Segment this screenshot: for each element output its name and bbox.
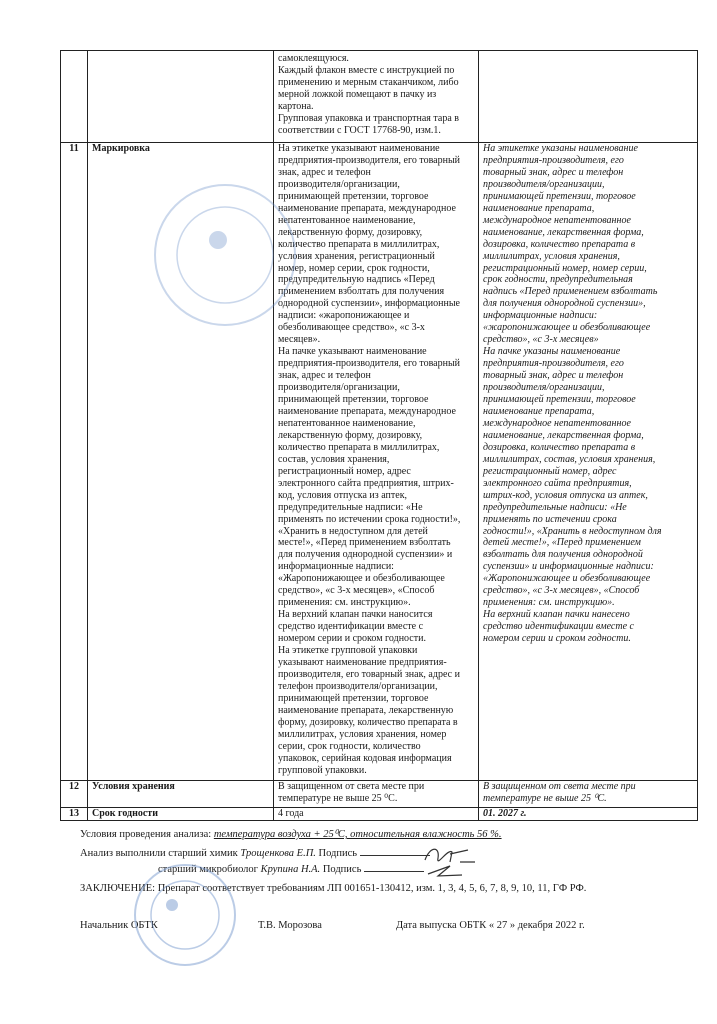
name-cell: Маркировка [88, 143, 274, 781]
text-line: 01. 2027 г. [483, 808, 527, 819]
text-line: применением взболтать для получения [278, 286, 445, 298]
performed-by [80, 848, 430, 859]
name-cell [88, 51, 274, 143]
text-line: средство», «с 3-х месяцев», «Способ [483, 585, 640, 597]
text-line: средство», «с 3-х месяцев» [483, 334, 599, 346]
table-row [61, 143, 698, 781]
text-line: годности!», «Хранить в недоступном для [483, 525, 662, 537]
table-row [61, 808, 698, 821]
text-line: применения: см. инструкцию». [278, 597, 411, 609]
text-line: регистрационный номер, адрес [278, 465, 411, 477]
text-line: наименование препарата, международное [278, 202, 456, 214]
text-line: На этикетке указаны наименование [483, 143, 638, 154]
num-cell: 12 [61, 781, 88, 808]
table-row [61, 51, 698, 143]
text-line: наименование, лекарственная форма, [483, 226, 644, 238]
text-line: Каждый флакон вместе с инструкцией по [278, 64, 455, 76]
text-line: средство», «с 3-х месяцев», «Способ [278, 585, 435, 597]
conditions-label: Условия проведения анализа: [80, 829, 212, 840]
text-line: количество препарата в миллилитрах, [278, 441, 440, 453]
text-line: надпись «Перед применением взболтать [483, 286, 658, 298]
text-line: предприятия-производителя, его товарный [278, 154, 461, 166]
text-line: предупредительную надпись «Перед [278, 274, 435, 286]
text-line: наименование препарата, международное [278, 405, 456, 417]
text-line: принимающей претензии, торговое [278, 190, 429, 202]
text-line: соответствии с ГОСТ 17768-90, изм.1. [278, 124, 441, 136]
text-line: электронного сайта предприятия, штрих- [278, 477, 454, 489]
signature-label: Подпись [318, 848, 358, 859]
text-line: производителя/организации, [278, 382, 400, 394]
text-line: В защищенном от света месте при [483, 781, 636, 792]
text-line: применения: см. инструкцию». [483, 597, 615, 609]
text-line: информационные надписи: [483, 310, 598, 322]
microbiologist-name: Крупина Н.А. [260, 864, 321, 875]
text-line: лекарственную форму, дозировку, [278, 226, 423, 238]
text-line: взболтать для получения однородной [483, 549, 643, 561]
text-line: На этикетке групповой упаковки [278, 645, 418, 657]
num-cell [61, 51, 88, 143]
text-line: регистрационный номер, адрес [483, 465, 617, 477]
microbiologist-role: старший микробиолог [158, 864, 258, 875]
head-label: Начальник ОБТК [80, 920, 158, 931]
obtk-stamp-icon [130, 860, 240, 970]
text-line: номером серии и сроком годности. [483, 633, 631, 645]
text-line: предприятия-производителя, его [483, 154, 624, 166]
text-line: регистрационный номер, номер серии, [483, 262, 647, 274]
text-line: принимающей претензии, торговое [278, 692, 429, 704]
text-line: код, условия отпуска из аптек, [278, 489, 408, 501]
num-cell: 11 [61, 143, 88, 781]
text-line: суспензии» и информационные надписи: [483, 561, 654, 573]
text-line: дозировка, количество препарата в [483, 441, 636, 453]
text-line: предприятия-производителя, его [483, 358, 624, 370]
text-line: для получения однородной суспензии», [483, 298, 646, 310]
text-line: знак, адрес и телефон [278, 166, 371, 178]
analysis-conditions [80, 828, 502, 840]
text-line: однородной суспензии», информационные [278, 298, 460, 310]
text-line: На пачке указывают наименование [278, 346, 427, 358]
conditions-value: температура воздуха + 25⁰С, относительная влажность 56 %. [213, 829, 502, 840]
text-line: месяцев». [278, 334, 321, 346]
text-line: серии, срок годности, количество [278, 740, 421, 752]
chemist-name: Трощенкова Е.П. [240, 848, 316, 859]
text-line: миллилитрах, условия хранения, [483, 250, 620, 262]
spec-cell [274, 808, 479, 821]
name-cell: Условия хранения [88, 781, 274, 808]
text-line: производителя/организации, [483, 178, 605, 190]
text-line: состав, условия хранения, [278, 453, 390, 465]
text-line: На верхний клапан пачки наносится [278, 609, 433, 621]
text-line: надписи: «жаропонижающее и [278, 310, 410, 322]
text-line: средство идентификации вместе с [278, 621, 424, 633]
text-line: международное непатентованное [483, 417, 631, 429]
spec-cell [274, 781, 479, 808]
text-line: миллилитрах, состав, условия хранения, [483, 453, 656, 465]
text-line: условия хранения, регистрационный [278, 250, 435, 262]
text-line: номером серии и сроком годности. [278, 633, 426, 645]
text-line: миллилитрах, условия хранения, номер [278, 728, 447, 740]
text-line: «Жаропонижающее и обезболивающее [483, 573, 651, 585]
text-line: предприятия-производителя, его товарный [278, 358, 461, 370]
text-line: форму, дозировку, количество препарата в [278, 716, 458, 728]
text-line: картона. [278, 100, 314, 112]
text-line: применению и мерным стаканчиком, либо [278, 76, 459, 88]
text-line: непатентованное наименование, [278, 417, 416, 429]
result-cell [479, 143, 698, 781]
signature-microbiologist [420, 860, 480, 884]
text-line: международное непатентованное [483, 214, 631, 226]
text-line: На пачке указаны наименование [483, 346, 621, 358]
microbiologist-line [158, 864, 424, 875]
text-line: номер, номер серии, срок годности, [278, 262, 430, 274]
text-line: штрих-код, условия отпуска из аптек, [483, 489, 648, 501]
text-line: Групповая упаковка и транспортная тара в [278, 112, 460, 124]
text-line: производителя, его товарный знак, адрес и [278, 668, 460, 680]
specification-table [60, 50, 698, 821]
text-line: упаковок, серийная кодовая информация [278, 752, 452, 764]
result-cell [479, 781, 698, 808]
conclusion: ЗАКЛЮЧЕНИЕ: Препарат соответствует требованиям ЛП 001651-130412, изм. 1, 3, 4, 5, 6, 7, 8, 9, 10, 11, ГФ РФ. [80, 883, 587, 894]
text-line: групповой упаковки. [278, 764, 367, 776]
text-line: электронного сайта предприятия, [483, 477, 632, 489]
text-line: производителя/организации, [278, 178, 400, 190]
text-line: детей месте!», «Перед применением [483, 537, 641, 549]
spec-cell [274, 143, 479, 781]
text-line: указывают наименование предприятия- [278, 656, 447, 668]
text-line: телефон производителя/организации, [278, 680, 438, 692]
text-line: предупредительные надписи: «Не [278, 501, 423, 513]
performed-label: Анализ выполнили старший химик [80, 848, 238, 859]
text-line: товарный знак, адрес и телефон [483, 166, 624, 178]
text-line: средство идентификации вместе с [483, 621, 634, 633]
text-line: производителя/организации, [483, 382, 605, 394]
release-date: Дата выпуска ОБТК « 27 » декабря 2022 г. [396, 920, 585, 931]
text-line: товарный знак, адрес и телефон [483, 370, 624, 382]
text-line: наименование, лекарственная форма, [483, 429, 644, 441]
name-cell: Срок годности [88, 808, 274, 821]
text-line: знак, адрес и телефон [278, 370, 371, 382]
text-line: срок годности, предупредительная [483, 274, 633, 286]
text-line: принимающей претензии, торговое [483, 190, 636, 202]
text-line: обезболивающее средство», «с 3-х [278, 322, 425, 334]
text-line: «жаропонижающее и обезболивающее [483, 322, 651, 334]
text-line: 4 года [278, 808, 304, 819]
spec-cell [274, 51, 479, 143]
text-line: принимающей претензии, торговое [278, 394, 429, 406]
text-line: наименование препарата, лекарственную [278, 704, 454, 716]
signature-label-2: Подпись [322, 864, 362, 875]
text-line: наименование препарата, [483, 405, 595, 417]
text-line: мерной ложкой помещают в пачку из [278, 88, 437, 100]
text-line: температуре не выше 25 ⁰С. [483, 792, 607, 804]
text-line: применять по истечении срока годности!», [278, 513, 461, 525]
table-row [61, 781, 698, 808]
text-line: месте!», «Перед применением взболтать [278, 537, 451, 549]
text-line: наименование препарата, [483, 202, 595, 214]
result-cell [479, 51, 698, 143]
text-line: дозировка, количество препарата в [483, 238, 636, 250]
text-line: непатентованное наименование, [278, 214, 416, 226]
result-cell [479, 808, 698, 821]
text-line: количество препарата в миллилитрах, [278, 238, 440, 250]
text-line: лекарственную форму, дозировку, [278, 429, 423, 441]
head-name: Т.В. Морозова [258, 920, 322, 931]
text-line: самоклеящуюся. [278, 53, 349, 64]
text-line: для получения однородной суспензии» и [278, 549, 453, 561]
text-line: температуре не выше 25 ⁰С. [278, 792, 398, 804]
text-line: На этикетке указывают наименование [278, 143, 440, 154]
text-line: На верхний клапан пачки нанесено [483, 609, 630, 621]
text-line: предупредительные надписи: «Не [483, 501, 627, 513]
num-cell: 13 [61, 808, 88, 821]
text-line: «Жаропонижающее и обезболивающее [278, 573, 445, 585]
text-line: «Хранить в недоступном для детей [278, 525, 428, 537]
text-line: информационные надписи: [278, 561, 394, 573]
text-line: В защищенном от света месте при [278, 781, 425, 792]
text-line: принимающей претензии, торговое [483, 394, 636, 406]
text-line: применять по истечении срока [483, 513, 617, 525]
